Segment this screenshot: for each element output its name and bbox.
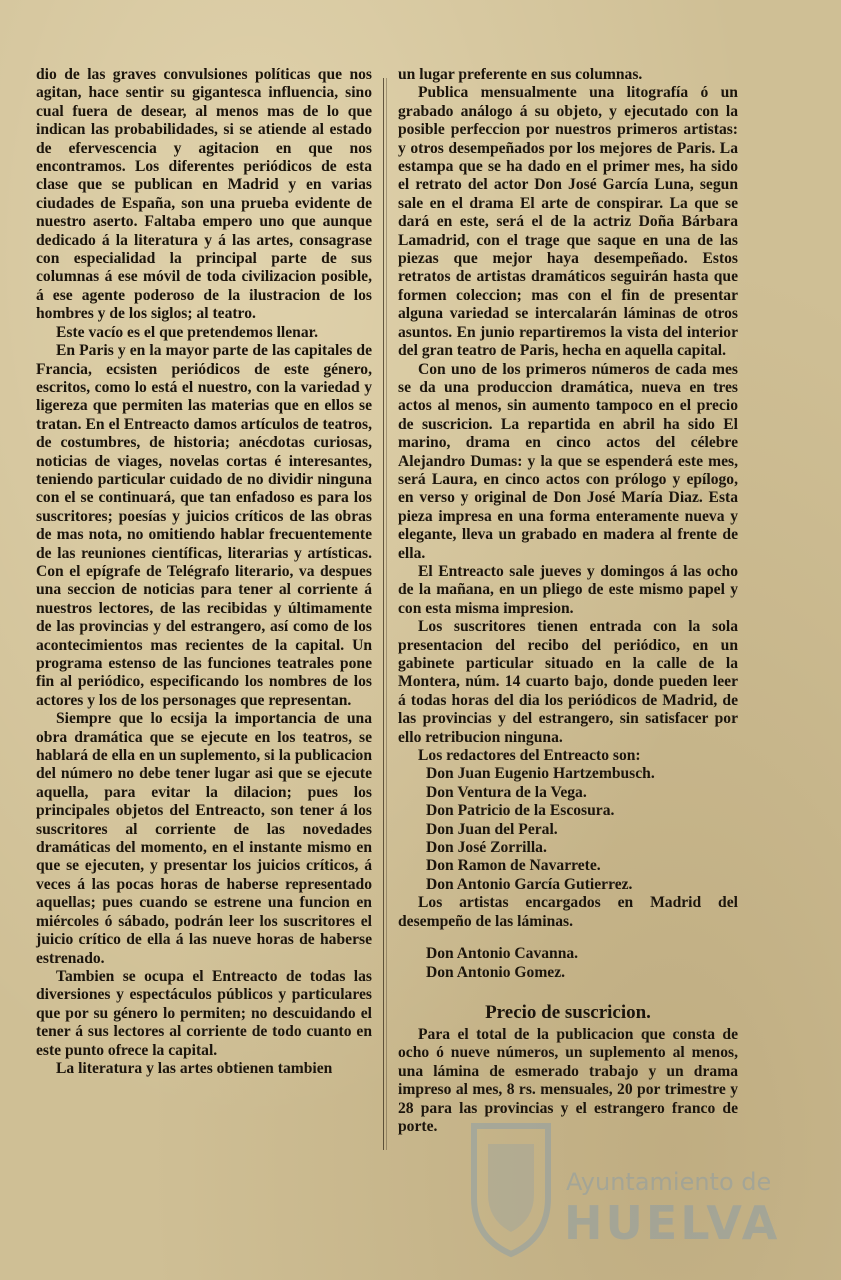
body-paragraph: Los suscritores tienen entrada con la sola presentacion del recibo del periódico, en un gabinete particular situado en la calle de la Montera, núm. 14 cuarto bajo, donde pueden leer á todas horas del dia los periódicos de Madrid, de las provincias y del estrangero, sin satisfacer por ello retribucion ninguna. [398,618,738,746]
body-paragraph: Tambien se ocupa el Entreacto de todas las diversiones y espectáculos públicos y particulares que por su género lo permiten; no descuidando el tener á sus lectores al corriente de todo cuanto en este punto ofrece la capital. [36,967,372,1059]
body-paragraph: dio de las graves convulsiones políticas que nos agitan, hace sentir su gigantesca influencia, sino cual fuera de desear, al menos mas de lo que indican las probabilidades, si se atiende al estado de efervescencia y agitacion en que nos encontramos. Los diferentes periódicos de esta clase que se publican en Madrid y en varias ciudades de España, son una prueba evidente de nuestro aserto. Faltaba empero uno que aunque dedicado á la literatura y á las artes, consagrase con especialidad la principal parte de sus columnas á ese móvil de toda civilizacion posible, á ese agente poderoso de la ilustracion de los hombres y de los siglos; al teatro. [36,66,372,323]
artists-intro: Los artistas encargados en Madrid del desempeño de las láminas. [398,894,738,930]
column-divider-shadow [386,78,387,1150]
body-paragraph: Con uno de los primeros números de cada mes se da una produccion dramática, nueva en tres actos al menos, sin aumento tampoco en el precio de suscricion. La repartida en abril ha sido El marino, drama en cinco actos del célebre Alejandro Dumas: y la que se espenderá este mes, será Laura, en cinco actos con prólogo y epílogo, en verso y original de Don José María Diaz. Esta pieza impresa en una forma enteramente nueva y elegante, lleva un grabado en madera al frente de ella. [398,360,738,562]
artist-name: Don Antonio Gomez. [426,963,566,981]
price-heading: Precio de suscricion. [485,1001,651,1023]
artist-name: Don Antonio Cavanna. [426,945,579,963]
column-divider [383,78,384,1150]
editor-name: Don Ventura de la Vega. [426,783,587,801]
editor-name: Don Patricio de la Escosura. [426,802,615,820]
editors-intro: Los redactores del Entreacto son: [418,747,641,765]
editor-name: Don José Zorrilla. [426,839,547,857]
body-paragraph: Siempre que lo ecsija la importancia de una obra dramática que se ejecute en los teatros, se hablará de ella en un suplemento, si la publicacion del número no debe tener lugar asi que se ejecute aquella, para evitar la dilacion; pues los principales objetos del Entreacto, son tener á los suscritores al corriente de las novedades dramáticas del momento, en el instante mismo en que se ejecuten, y presentar los juicios críticos, á veces á las pocas horas de haberse representado aquellas; pues cuando se estrene una funcion en miércoles ó sábado, podrán leer los suscritores el juicio crítico de ella á las nueve horas de haberse estrenado. [36,710,372,967]
body-paragraph: En Paris y en la mayor parte de las capitales de Francia, ecsisten periódicos de este género, escritos, como lo está el nuestro, con la variedad y ligereza que permiten las materias que en ellos se tratan. En el Entreacto damos artículos de teatros, de costumbres, de historia; anécdotas curiosas, noticias de viages, novelas cortas é interesantes, teniendo particular cuidado de no dividir ninguna con el se continuará, que tan enfadoso es para los suscritores; poesías y juicios críticos de las obras de mas nota, no omitiendo hablar frecuentemente de las reuniones científicas, literarias y artísticas. Con el epígrafe de Telégrafo literario, va despues una seccion de noticias para tener al corriente á nuestros lectores, de las recibidas y últimamente de las provincias y del estrangero, así como de los acontecimientos mas recientes de la capital. Un programa estenso de las funciones teatrales pone fin al periódico, especificando los nombres de los actores y los de los personages que representan. [36,342,372,709]
watermark [466,1120,781,1270]
right-column [398,66,738,1136]
body-paragraph: un lugar preferente en sus columnas. [398,66,643,83]
watermark-line2: HUELVA [564,1196,781,1250]
body-paragraph: Este vacío es el que pretendemos llenar. [56,323,319,341]
editors-list [398,765,738,894]
editor-name: Don Juan Eugenio Hartzembusch. [426,765,655,783]
watermark-line1: Ayuntamiento de [566,1168,772,1196]
artists-list [398,945,738,982]
body-paragraph: Publica mensualmente una litografía ó un grabado análogo á su objeto, y ejecutado con la posible perfeccion por nuestros primeros artistas: y otros desempeñados por los mejores de Paris. La estampa que se ha dado en el primer mes, ha sido el retrato del actor Don José García Luna, segun sale en el drama El arte de conspirar. La que se dará en este, será el de la actriz Doña Bárbara Lamadrid, con el trage que saque en una de las piezas que mejor haya desempeñado. Estos retratos de artistas dramáticos seguirán hasta que formen coleccion; mas con el fin de presentar alguna variedad se intercalarán láminas de otros asuntos. En junio repartiremos la vista del interior del gran teatro de Paris, hecha en aquella capital. [398,84,738,360]
body-paragraph: El Entreacto sale jueves y domingos á las ocho de la mañana, en un pliego de este mismo papel y con esta misma impresion. [398,562,738,617]
editor-name: Don Antonio García Gutierrez. [426,875,633,893]
editor-name: Don Juan del Peral. [426,820,558,838]
editor-name: Don Ramon de Navarrete. [426,857,601,875]
shield-icon [466,1120,556,1260]
body-paragraph: La literatura y las artes obtienen tambien [56,1059,333,1077]
price-paragraph: Para el total de la publicacion que consta de ocho ó nueve números, un suplemento al menos, una lámina de esmerado trabajo y un drama impreso al mes, 8 rs. mensuales, 20 por trimestre y 28 para las provincias y el estrangero franco de porte. [398,1025,738,1135]
left-column [36,66,372,1078]
